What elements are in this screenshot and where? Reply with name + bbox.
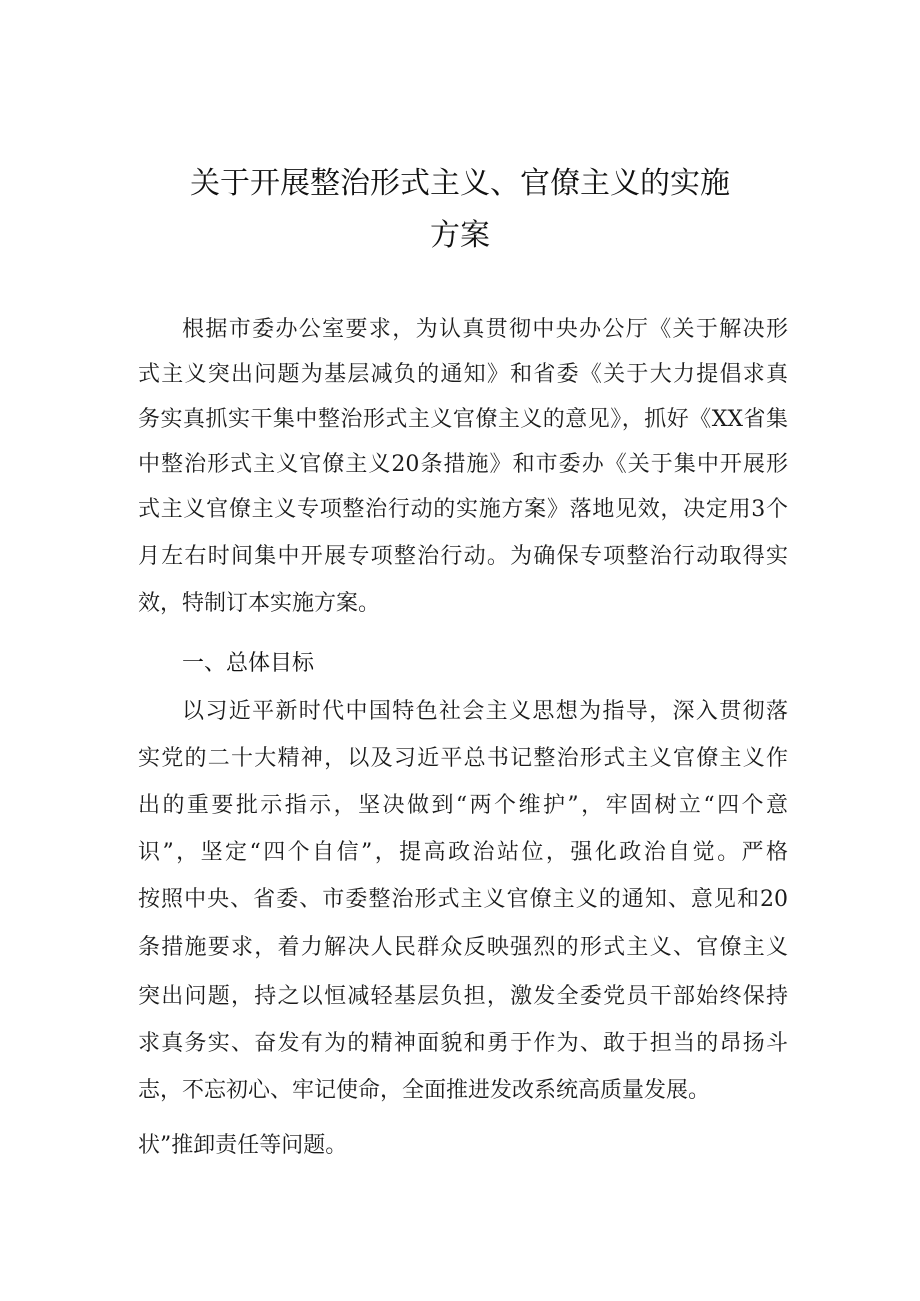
document-title-line-2: 方案 (430, 218, 490, 253)
paragraph-line: 务实真抓实干集中整治形式主义官僚主义的意见》，抓好《XX省集 (138, 407, 788, 432)
paragraph-line: 识”，坚定“四个自信”，提高政治站位，强化政治自觉。严格 (138, 840, 788, 865)
paragraph-line: 出的重要批示指示，坚决做到“两个维护”，牢固树立“四个意 (138, 793, 788, 818)
paragraph-line: 式主义官僚主义专项整治行动的实施方案》落地见效，决定用3个 (138, 497, 788, 522)
paragraph-line: 中整治形式主义官僚主义20条措施》和市委办《关于集中开展形 (138, 452, 788, 477)
paragraph-line: 效，特制订本实施方案。 (138, 591, 381, 616)
paragraph-line: 以习近平新时代中国特色社会主义思想为指导，深入贯彻落 (182, 699, 788, 724)
trailing-text-line: 状”推卸责任等问题。 (138, 1133, 348, 1158)
paragraph-line: 实党的二十大精神，以及习近平总书记整治形式主义官僚主义作 (138, 746, 788, 771)
paragraph-line: 志，不忘初心、牢记使命，全面推进发改系统高质量发展。 (138, 1078, 711, 1103)
paragraph-line: 式主义突出问题为基层减负的通知》和省委《关于大力提倡求真 (138, 362, 788, 387)
section-heading-overall-goal: 一、总体目标 (182, 651, 315, 676)
paragraph-line: 条措施要求，着力解决人民群众反映强烈的形式主义、官僚主义 (138, 935, 788, 960)
paragraph-line: 根据市委办公室要求，为认真贯彻中央办公厅《关于解决形 (182, 317, 788, 342)
document-title-line-1: 关于开展整治形式主义、官僚主义的实施 (190, 166, 730, 201)
paragraph-line: 突出问题，持之以恒减轻基层负担，激发全委党员干部始终保持 (138, 984, 788, 1009)
paragraph-line: 求真务实、奋发有为的精神面貌和勇于作为、敢于担当的昂扬斗 (138, 1031, 788, 1056)
paragraph-line: 月左右时间集中开展专项整治行动。为确保专项整治行动取得实 (138, 544, 788, 569)
paragraph-line: 按照中央、省委、市委整治形式主义官僚主义的通知、意见和20 (138, 887, 788, 912)
